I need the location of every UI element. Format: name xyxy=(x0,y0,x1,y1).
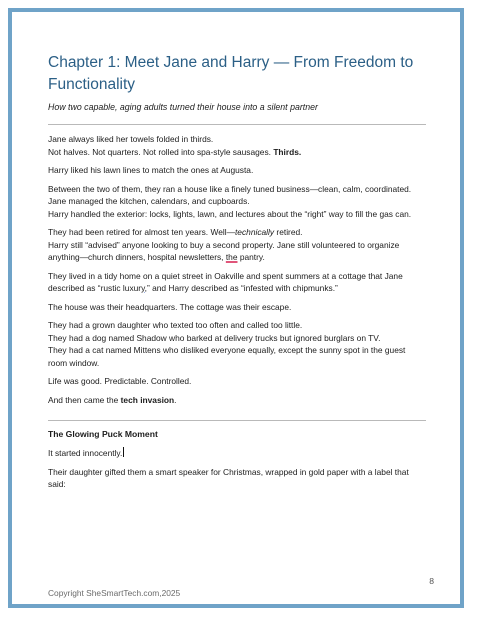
page-number: 8 xyxy=(429,576,434,586)
section-line-2: Their daughter gifted them a smart speaker for Christmas, wrapped in gold paper with a label that said: xyxy=(48,466,409,489)
paragraph-life: Life was good. Predictable. Controlled. xyxy=(48,376,192,386)
spellcheck-mark: the xyxy=(225,252,238,262)
paragraph-lawn: Harry liked his lawn lines to match the ones at Augusta. xyxy=(48,165,254,175)
page-frame xyxy=(8,8,464,608)
paragraph-invasion: And then came the tech invasion. xyxy=(48,394,177,405)
section-line-1[interactable]: It started innocently. xyxy=(48,448,123,458)
copyright-footer: Copyright SheSmartTech.com,2025 xyxy=(48,588,181,598)
paragraph-towels: Jane always liked her towels folded in thirds. Not halves. Not quarters. Not rolled into spa-style sausages. Thirds. xyxy=(48,134,302,157)
text-cursor xyxy=(123,447,124,457)
grammar-mark: , xyxy=(144,283,147,293)
paragraph-retired: They had been retired for almost ten years. Well—technically retired. Harry still “advised” anyone looking to buy a second property. Jane still volunteered to organize anything—church dinners, hospital newsletters, the pantry. xyxy=(48,227,400,262)
divider-top xyxy=(48,124,426,125)
paragraph-family: They had a grown daughter who texted too often and called too little. They had a dog named Shadow who barked at delivery trucks but ignored burglars on TV. They had a cat named Mittens who disliked everyone equally, except the sunny spot in the guest room window. xyxy=(48,320,406,368)
paragraph-business: Between the two of them, they ran a house like a finely tuned business—clean, calm, coordinated. Jane managed the kitchen, calendars, and cupboards. Harry handled the exterior: locks, lights, lawn, and lectures about the “right” way to fill the gas can. xyxy=(48,183,412,219)
chapter-subtitle: How two capable, aging adults turned their house into a silent partner xyxy=(48,102,318,112)
paragraph-headquarters: The house was their headquarters. The cottage was their escape. xyxy=(48,301,292,312)
document-page xyxy=(48,52,426,497)
chapter-title: Chapter 1: Meet Jane and Harry — From Freedom to Functionality xyxy=(48,54,414,93)
divider-section xyxy=(48,420,426,421)
section-heading: The Glowing Puck Moment xyxy=(48,429,158,439)
paragraph-home: They lived in a tidy home on a quiet street in Oakville and spent summers at a cottage that Jane described as “rustic luxury,” and Harry described as “infested with chipmunks.” xyxy=(48,270,403,293)
